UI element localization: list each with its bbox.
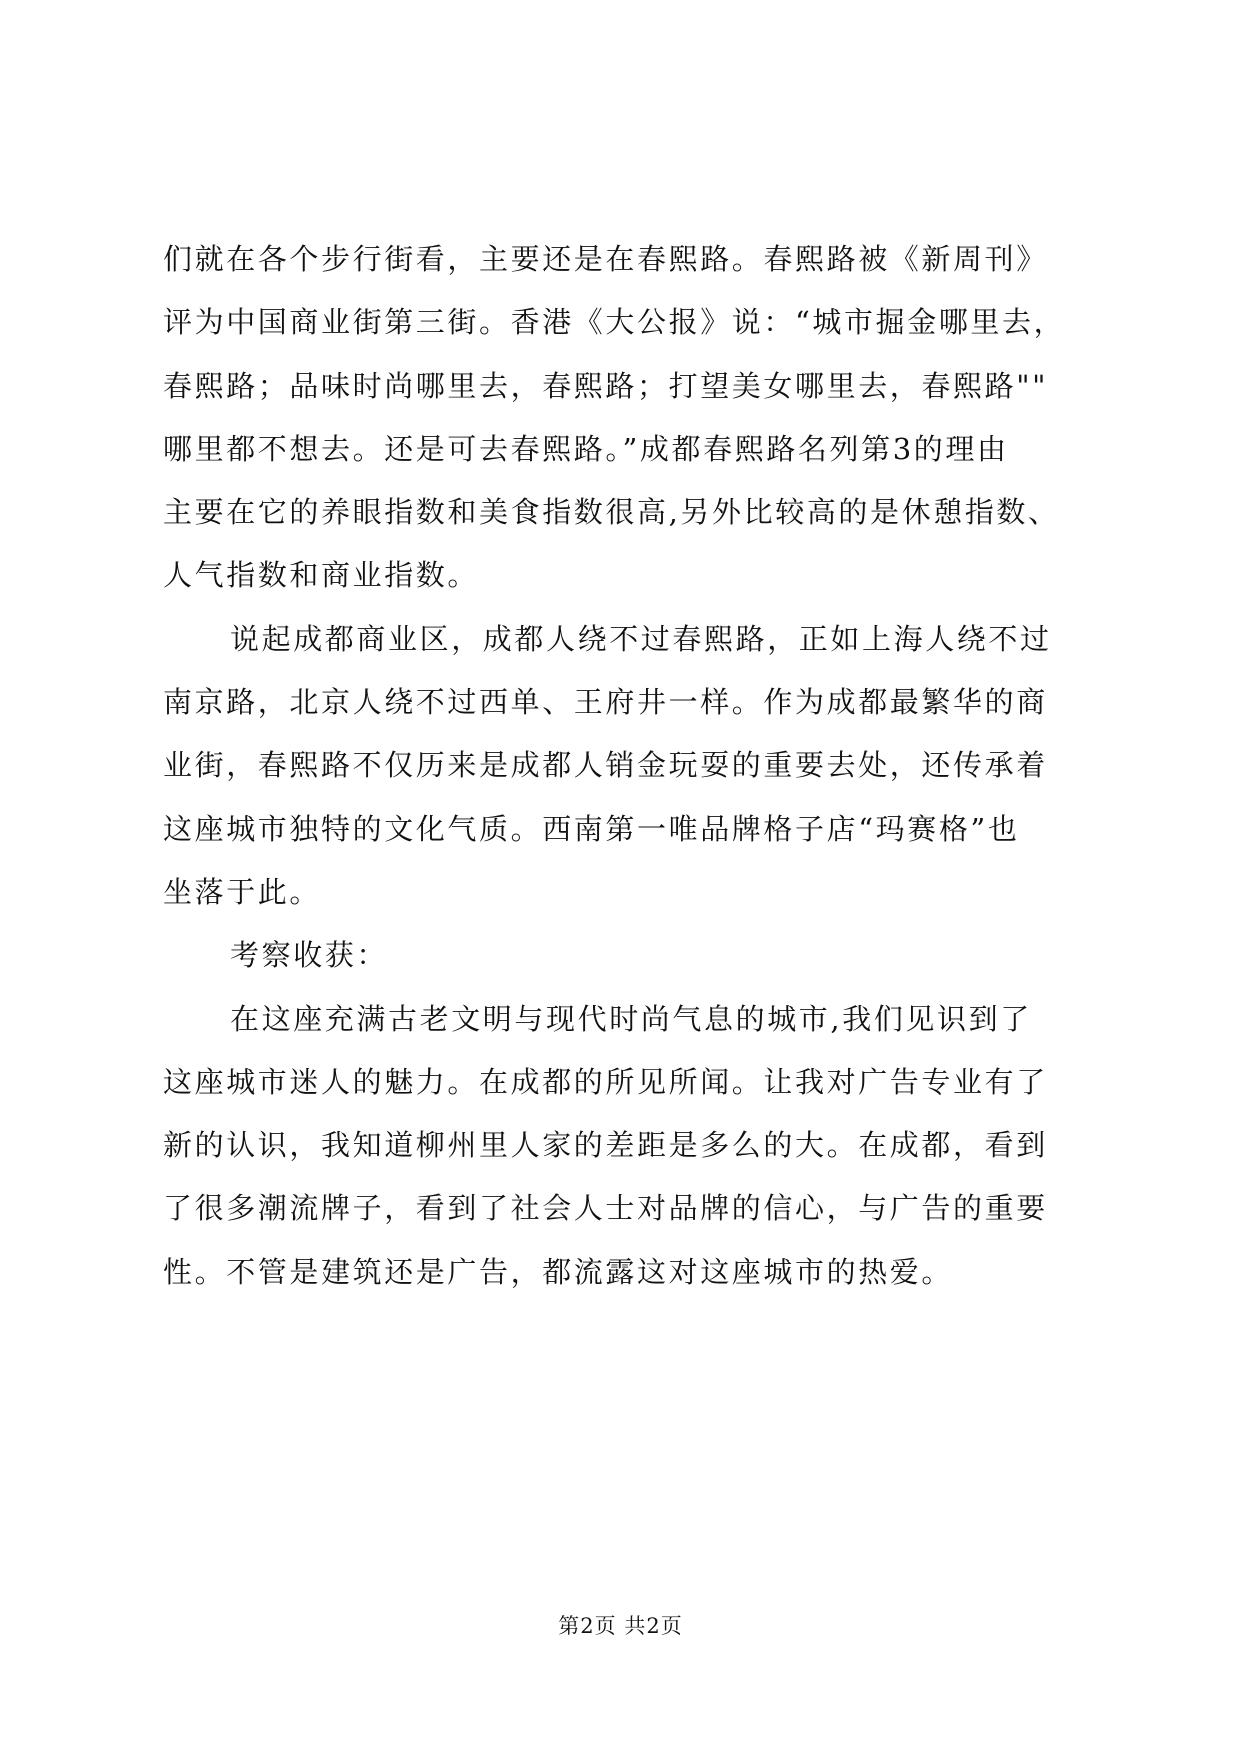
text-line: 哪里都不想去。还是可去春熙路。”成都春熙路名列第3的理由	[163, 431, 1009, 466]
paragraph-start-line: 在这座充满古老文明与现代时尚气息的城市,我们见识到了	[230, 1001, 1032, 1036]
text-line: 坐落于此。	[163, 874, 322, 909]
text-line: 了很多潮流牌子，看到了社会人士对品牌的信心，与广告的重要	[163, 1191, 1048, 1226]
text-line: 评为中国商业街第三街。香港《大公报》说：“城市掘金哪里去，	[163, 305, 1066, 340]
page-number-footer: 第2页 共2页	[558, 1614, 683, 1638]
text-line: 性。不管是建筑还是广告，都流露这对这座城市的热爱。	[163, 1254, 954, 1289]
text-line: 这座城市独特的文化气质。西南第一唯品牌格子店“玛赛格”也	[163, 811, 1020, 846]
text-line: 春熙路；品味时尚哪里去，春熙路；打望美女哪里去，春熙路""	[163, 368, 1049, 403]
text-line: 新的认识，我知道柳州里人家的差距是多么的大。在成都，看到	[163, 1128, 1048, 1163]
text-line: 们就在各个步行街看，主要还是在春熙路。春熙路被《新周刊》	[163, 242, 1048, 276]
text-line: 这座城市迷人的魅力。在成都的所见所闻。让我对广告专业有了	[163, 1064, 1048, 1099]
paragraph-start-line: 说起成都商业区，成都人绕不过春熙路，正如上海人绕不过	[230, 621, 1052, 656]
text-line: 人气指数和商业指数。	[163, 558, 480, 593]
section-heading: 考察收获：	[230, 938, 389, 973]
text-line: 主要在它的养眼指数和美食指数很高,另外比较高的是休憩指数、	[163, 495, 1060, 530]
text-line: 南京路，北京人绕不过西单、王府井一样。作为成都最繁华的商	[163, 685, 1048, 720]
document-body	[163, 228, 1123, 1304]
text-line: 业街，春熙路不仅历来是成都人销金玩耍的重要去处，还传承着	[163, 748, 1048, 783]
